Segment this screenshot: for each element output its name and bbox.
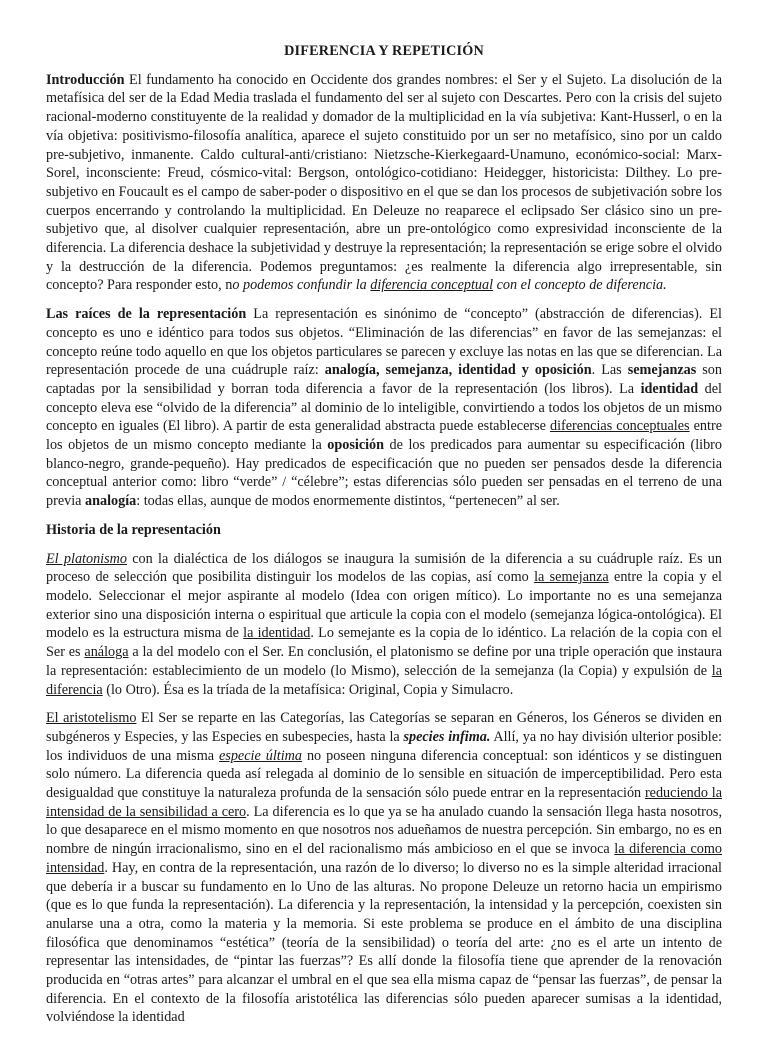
- platonismo-text-3: . Lo semejante es la copia de lo idéntico. La relación de la copia con el Ser es: [46, 625, 722, 661]
- raices-text-7: : todas ellas, aunque de modos enormemente distintos, “pertenecen” al ser.: [136, 493, 560, 510]
- aristotelismo-lead: El aristotelismo: [46, 710, 137, 727]
- raices-bold-4: oposición: [327, 437, 385, 454]
- raices-bold-3: identidad: [640, 380, 699, 397]
- intro-paragraph: [46, 71, 722, 295]
- intro-lead: Introducción: [46, 71, 125, 88]
- document-page: [46, 42, 722, 1037]
- aristotelismo-text-2: Allí, ya no hay división ulterior posible: los individuos de una misma: [46, 728, 722, 764]
- aristotelismo-text-5: . Hay, en contra de la representación, una razón de lo diverso; lo diverso no es la simple alteridad irracional que debería ir a buscar su fundamento en lo Uno de las alturas. No propone Deleuze un retorno hacia un empirismo (que es lo que funda la representación). La diferencia y la representación, la intensidad y la percepción, coexisten sin anularse una a otra, como la materia y la memoria. Si este problema se produce en el ámbito de una disciplina filosófica que denominamos “estética” (teoría de la sensibilidad) o teoría del arte: ¿no es el arte un intento de representar las intensidades, de “pintar las fuerzas”? Es allí donde la filosofía tiene que aprender de la renovación producida en “otras artes” para alcanzar el umbral en el que sea ella misma capaz de “pensar las fuerzas”, de pensar la diferencia. En el contexto de la filosofía aristotélica las diferencias sólo pueden aparecer sumisas a la identidad, volviéndose la identidad: [46, 859, 722, 1026]
- raices-text-5: entre los objetos de un mismo concepto mediante la: [46, 418, 722, 454]
- aristotelismo-underline-2: la diferencia como intensidad: [46, 841, 722, 876]
- raices-text-3: son captadas por la sensibilidad y borran toda diferencia a favor de la representación (los libros). La: [46, 362, 722, 397]
- raices-bold-2: semejanzas: [627, 362, 697, 379]
- aristotelismo-text-4: . La diferencia es lo que ya se ha anulado cuando la sensación llega hasta nosotros, lo que desaparece en el mismo momento en que nosotros nos adueñamos de nuestra percepción. Sin embargo, no es en nombre de ningún irracionalismo, sino en el del racionalismo más ambicioso en el que se invoca: [46, 803, 722, 858]
- raices-text-2: . Las: [591, 362, 628, 379]
- raices-text-4: del concepto eleva ese “olvido de la diferencia” al dominio de lo inteligible, convirtiendo a todos los objetos de un mismo concepto en iguales (El libro). A partir de esta generalidad abstracta puede establecerse: [46, 380, 722, 435]
- platonismo-text-1: con la dialéctica de los diálogos se inaugura la sumisión de la diferencia a su cuádruple raíz. Es un proceso de selección que posibilita distinguir los modelos de las copias, así como: [46, 550, 722, 586]
- raices-paragraph: [46, 305, 722, 511]
- platonismo-underline-3: análoga: [84, 644, 129, 661]
- raices-lead: Las raíces de la representación: [46, 306, 247, 323]
- intro-italic-a: o podemos confundir la: [232, 277, 371, 294]
- historia-heading: Historia de la representación: [46, 521, 221, 538]
- platonismo-underline-1: la semejanza: [534, 569, 609, 586]
- raices-bold-5: analogía: [85, 493, 137, 510]
- aristotelismo-text-1: El Ser se reparte en las Categorías, las Categorías se separan en Géneros, los Géneros se dividen en subgéneros y Especies, y las Especies en subespecies, hasta la: [46, 710, 722, 745]
- intro-text: El fundamento ha conocido en Occidente dos grandes nombres: el Ser y el Sujeto. La disolución de la metafísica del ser de la Edad Media traslada el fundamento del ser al sujeto con Descartes. Pero con la crisis del sujeto racional-moderno constituyente de la realidad y domador de la multiplicidad en la vía subjetiva: Kant-Husserl, o en la vía objetiva: positivismo-filosofía analítica, aparece el sujeto constituido por un ser no metafísico, sino por un caldo pre-subjetivo, inmanente. Caldo cultural-anti/cristiano: Nietzsche-Kierkegaard-Unamuno, económico-social: Marx-Sorel, inconsciente: Freud, cósmico-vital: Bergson, ontológico-cotidiano: Heidegger, historicista: Dilthey. Lo pre-subjetivo en Foucault es el campo de saber-poder o dispositivo en el que se dan los procesos de subjetivación sobre los cuerpos encerrando y controlando la multiplicidad. En Deleuze no reaparece el eclipsado Ser clásico sino un pre-subjetivo que, al disolver cualquier representación, abre un pre-ontológico como expresividad inconsciente de la diferencia. La diferencia deshace la subjetividad y destruye la representación; la representación se erige sobre el olvido y la destrucción de la diferencia. Podemos preguntamos: ¿es realmente la diferencia algo irrepresentable, sin concepto? Para responder esto, n: [46, 71, 722, 294]
- raices-text-6: de los predicados para aumentar su especificación (libro blanco-negro, grande-pequeño). Hay predicados de especificación que no pueden ser pensados desde la diferencia conceptual anterior como: libro “verde” / “célebre”; estas diferencias sólo pueden ser pensadas en el terreno de una previa: [46, 437, 722, 510]
- platonismo-text-5: (lo Otro). Ésa es la tríada de la metafísica: Original, Copia y Simulacro.: [102, 681, 514, 698]
- aristotelismo-underline-1: reduciendo la intensidad de la sensibilidad a cero: [46, 785, 722, 820]
- intro-italic-b: con el concepto de diferencia.: [493, 277, 667, 294]
- aristotelismo-italic-underline-1: especie última: [219, 747, 302, 764]
- raices-bold-1: analogía, semejanza, identidad y oposición: [324, 362, 592, 379]
- raices-underline-1: diferencias conceptuales: [549, 418, 690, 435]
- platonismo-text-4: a la del modelo con el Ser. En conclusión, el platonismo se define por una triple operación que instaura la representación: establecimiento de un modelo (lo Mismo), selección de la semejanza (la Copia) y expulsión de: [46, 644, 723, 679]
- platonismo-lead: El platonismo: [46, 550, 127, 567]
- intro-italic-underlined: diferencia conceptual: [370, 277, 494, 294]
- raices-text-1: La representación es sinónimo de “concepto” (abstracción de diferencias). El concepto es uno e idéntico para todos sus objetos. “Eliminación de las diferencias” en favor de las semejanzas: el concepto reúne todo aquello en que los objetos particulares se parecen y excluye las notas en las que se diferencian. La representación procede de una cuádruple raíz:: [46, 306, 722, 379]
- platonismo-paragraph: [46, 550, 722, 700]
- aristotelismo-text-3: no poseen ninguna diferencia conceptual: son idénticos y se distinguen solo número. La diferencia queda así relegada al dominio de lo sensible en situación de imperceptibilidad. Pero esta desigualdad que constituye la naturaleza profunda de la sensación sólo puede entrar en la representación: [46, 747, 723, 802]
- aristotelismo-bold-italic-1: species infima.: [403, 728, 491, 745]
- platonismo-underline-2: la identidad: [243, 625, 311, 642]
- platonismo-text-2: entre la copia y el modelo. Seleccionar el mejor aspirante al modelo (Idea con origen mítico). Lo importante no es una semejanza exterior sino una disposición interna o espiritual que articule la copia con el modelo (semejanza lógica-ontológica). El modelo es la estructura misma de: [46, 569, 722, 642]
- platonismo-underline-4: la diferencia: [46, 662, 722, 698]
- document-title: DIFERENCIA Y REPETICIÓN: [284, 43, 484, 59]
- aristotelismo-paragraph: [46, 709, 722, 1027]
